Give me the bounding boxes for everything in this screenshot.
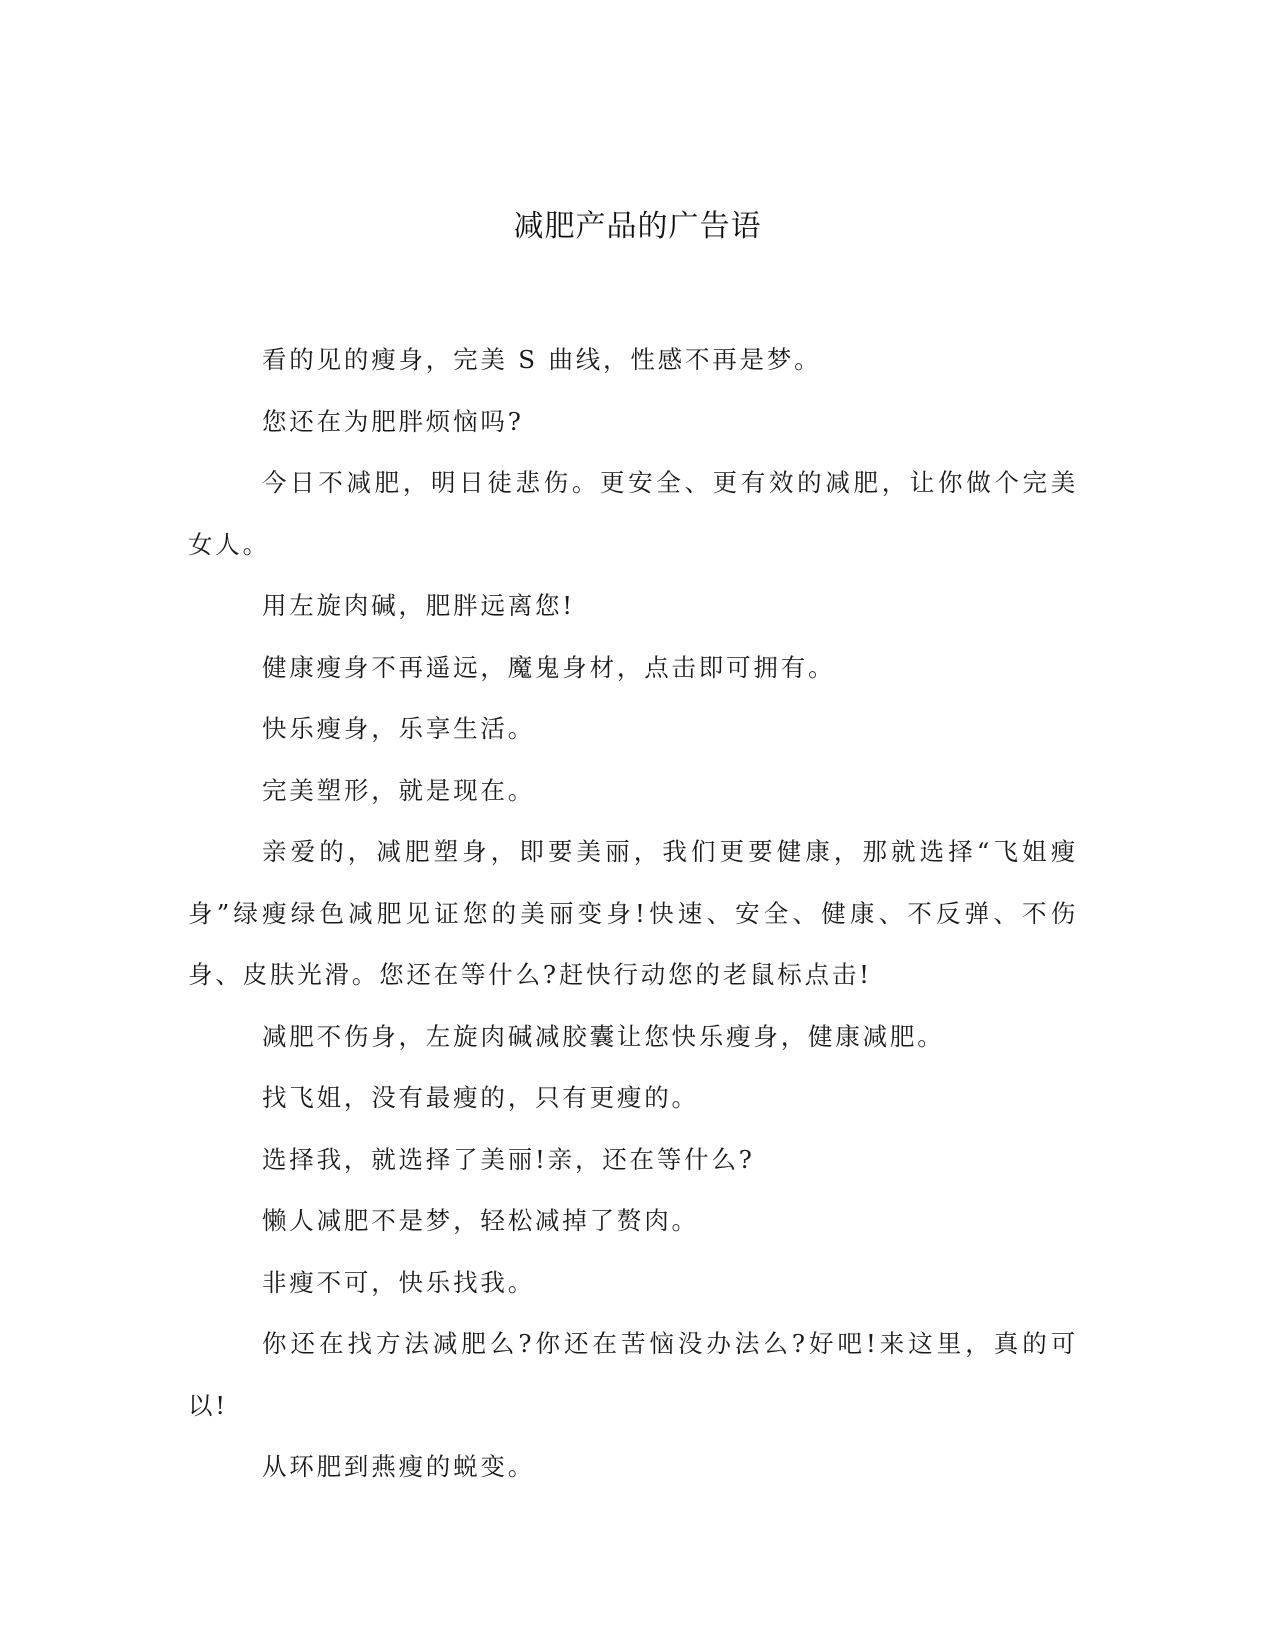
paragraph: 亲爱的，减肥塑身，即要美丽，我们更要健康，那就选择“飞姐瘦身”绿瘦绿色减肥见证您的美丽变身!快速、安全、健康、不反弹、不伤身、皮肤光滑。您还在等什么?赶快行动您的老鼠标点击!	[188, 837, 1078, 989]
paragraph: 从环肥到燕瘦的蜕变。	[262, 1452, 535, 1481]
paragraph: 快乐瘦身，乐享生活。	[262, 714, 535, 743]
paragraph: 健康瘦身不再遥远，魔鬼身材，点击即可拥有。	[262, 652, 836, 682]
paragraph: 找飞姐，没有最瘦的，只有更瘦的。	[262, 1083, 699, 1112]
document-body	[188, 329, 1078, 1498]
paragraph: 你还在找方法减肥么?你还在苦恼没办法么?好吧!来这里，真的可以!	[188, 1329, 1078, 1420]
paragraph: 您还在为肥胖烦恼吗?	[262, 406, 524, 436]
paragraph: 懒人减肥不是梦，轻松减掉了赘肉。	[262, 1206, 699, 1235]
paragraph: 看的见的瘦身，完美 S 曲线，性感不再是梦。	[262, 345, 822, 374]
paragraph: 非瘦不可，快乐找我。	[262, 1267, 535, 1297]
paragraph: 完美塑形，就是现在。	[262, 775, 535, 805]
paragraph: 选择我，就选择了美丽!亲，还在等什么?	[262, 1144, 755, 1174]
document-title: 减肥产品的广告语	[513, 209, 762, 244]
paragraph: 今日不减肥，明日徒悲伤。更安全、更有效的减肥，让你做个完美女人。	[188, 468, 1078, 559]
paragraph: 减肥不伤身，左旋肉碱减胶囊让您快乐瘦身，健康减肥。	[262, 1021, 945, 1051]
paragraph: 用左旋肉碱，肥胖远离您!	[262, 591, 575, 620]
